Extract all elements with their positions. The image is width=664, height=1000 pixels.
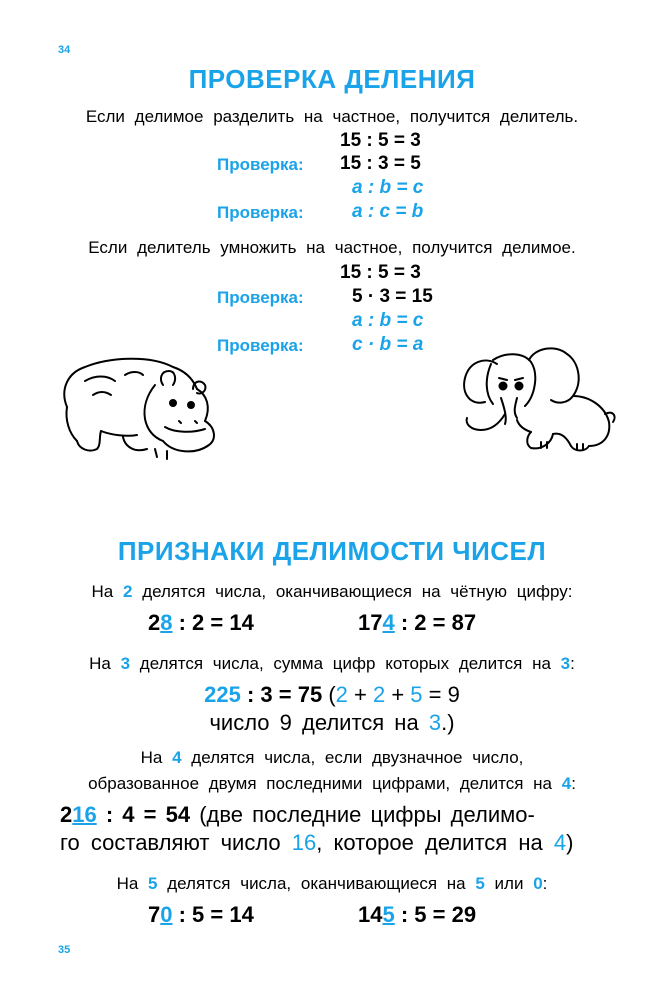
- check-label-2: Проверка:: [217, 203, 304, 222]
- example-4-line-1: 216 : 4 = 54 (две последние цифры делимо-: [60, 802, 535, 827]
- rule-divisible-by-2: На 2 делятся числа, оканчивающиеся на чётную цифру:: [91, 582, 573, 601]
- equation-7: a : b = c: [352, 310, 424, 331]
- equation-4: a : c = b: [352, 201, 424, 222]
- equation-5: 15 : 5 = 3: [340, 262, 421, 283]
- equation-6: 5 · 3 = 15: [352, 286, 433, 307]
- equation-8: c · b = a: [352, 334, 424, 355]
- page-number-bottom: 35: [58, 944, 71, 956]
- page-number-top: 34: [58, 44, 71, 56]
- rule-divisible-by-5: На 5 делятся числа, оканчивающиеся на 5 или 0:: [116, 874, 548, 893]
- rule-divisible-by-3: На 3 делятся числа, сумма цифр которых делится на 3:: [89, 654, 575, 673]
- rule-text-1: Если делимое разделить на частное, получится делитель.: [85, 107, 579, 126]
- equation-2: 15 : 3 = 5: [340, 153, 421, 174]
- rule-divisible-by-4-line-2: образованное двумя последними цифрами, делится на 4:: [88, 774, 576, 793]
- hippo-illustration: [55, 345, 220, 465]
- example-4-line-2: го составляют число 16, которое делится на 4): [60, 830, 574, 855]
- example-2-b: 174 : 2 = 87: [358, 610, 477, 635]
- example-3-line-2: число 9 делится на 3.): [209, 710, 455, 735]
- equation-3: a : b = c: [352, 177, 424, 198]
- rule-text-2: Если делитель умножить на частное, получится делимое.: [88, 238, 576, 257]
- example-5-a: 70 : 5 = 14: [148, 902, 254, 927]
- section-title-divisibility: ПРИЗНАКИ ДЕЛИМОСТИ ЧИСЕЛ: [117, 536, 547, 566]
- example-2-a: 28 : 2 = 14: [148, 610, 254, 635]
- check-label-3: Проверка:: [217, 288, 304, 307]
- elephant-illustration: [455, 340, 620, 460]
- example-3-line-1: 225 : 3 = 75 (2 + 2 + 5 = 9: [204, 682, 460, 707]
- example-5-b: 145 : 5 = 29: [358, 902, 477, 927]
- equation-1: 15 : 5 = 3: [340, 130, 421, 151]
- check-label-1: Проверка:: [217, 155, 304, 174]
- rule-divisible-by-4-line-1: На 4 делятся числа, если двузначное число,: [140, 748, 524, 767]
- check-label-4: Проверка:: [217, 336, 304, 355]
- section-title-division-check: ПРОВЕРКА ДЕЛЕНИЯ: [188, 64, 476, 94]
